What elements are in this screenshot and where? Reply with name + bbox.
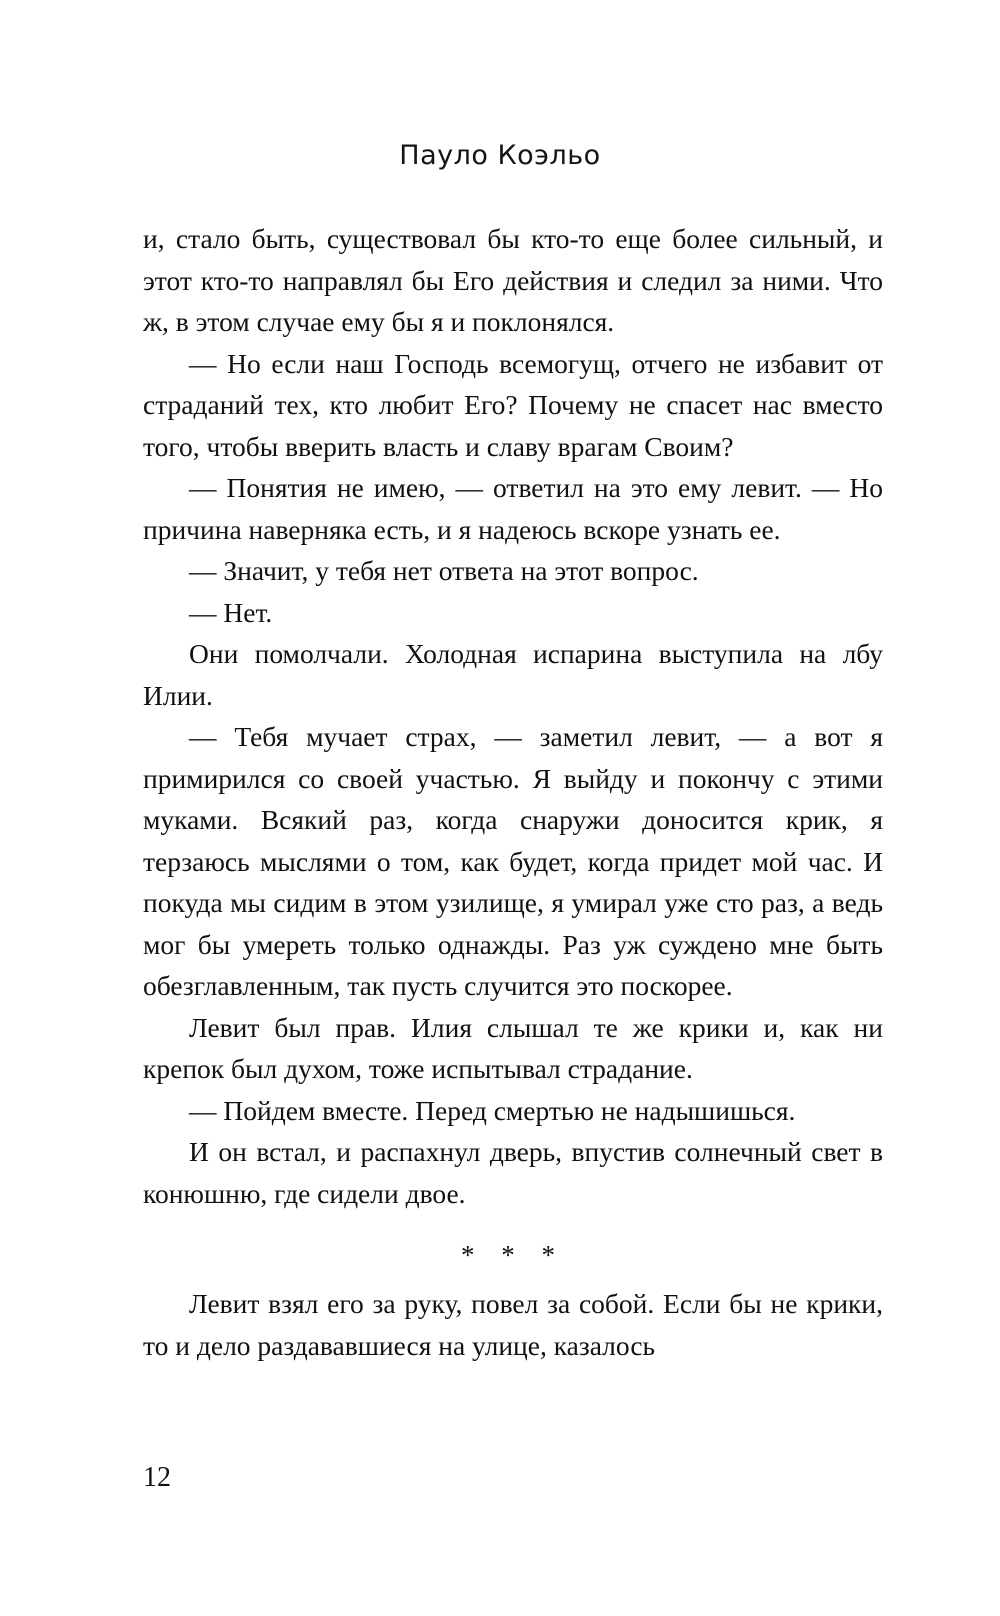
paragraph: — Понятия не имею, — ответил на это ему левит. — Но причина наверняка есть, и я надеюсь вскоре узнать ее. (143, 472, 883, 545)
body-text (143, 218, 883, 1366)
paragraph: — Но если наш Господь всемогущ, отчего не избавит от страданий тех, кто любит Его? Почему не спасет нас вместо того, чтобы вверить власть и славу врагам Своим? (143, 347, 883, 462)
running-head-author: Пауло Коэльо (399, 140, 601, 171)
paragraph: Левит был прав. Илия слышал те же крики и, как ни крепок был духом, тоже испытывал страдание. (143, 1011, 883, 1084)
paragraph: — Тебя мучает страх, — заметил левит, — а вот я примирился со своей участью. Я выйду и покончу с этими муками. Всякий раз, когда снаружи доносится крик, я терзаюсь мыслями о том, как будет, когда придет мой час. И покуда мы сидим в этом узилище, я умирал уже сто раз, а ведь мог бы умереть только однажды. Раз уж суждено мне быть обезглавленным, так пусть случится это поскорее. (143, 721, 883, 1001)
paragraph: — Пойдем вместе. Перед смертью не надышишься. (189, 1094, 796, 1126)
page-number: 12 (143, 1462, 171, 1493)
paragraph: И он встал, и распахнул дверь, впустив солнечный свет в конюшню, где сидели двое. (143, 1136, 883, 1209)
paragraph: Левит взял его за руку, повел за собой. Если бы не крики, то и дело раздававшиеся на улице, казалось (143, 1288, 883, 1361)
paragraph: — Значит, у тебя нет ответа на этот вопрос. (189, 555, 699, 586)
section-divider: * * * (461, 1240, 565, 1270)
paragraph: — Нет. (189, 596, 273, 628)
paragraph: Они помолчали. Холодная испарина выступила на лбу Илии. (143, 638, 883, 711)
paragraph: и, стало быть, существовал бы кто-то еще более сильный, и этот кто-то направлял бы Его действия и следил за ними. Что ж, в этом случае ему бы я и поклонялся. (143, 223, 883, 337)
